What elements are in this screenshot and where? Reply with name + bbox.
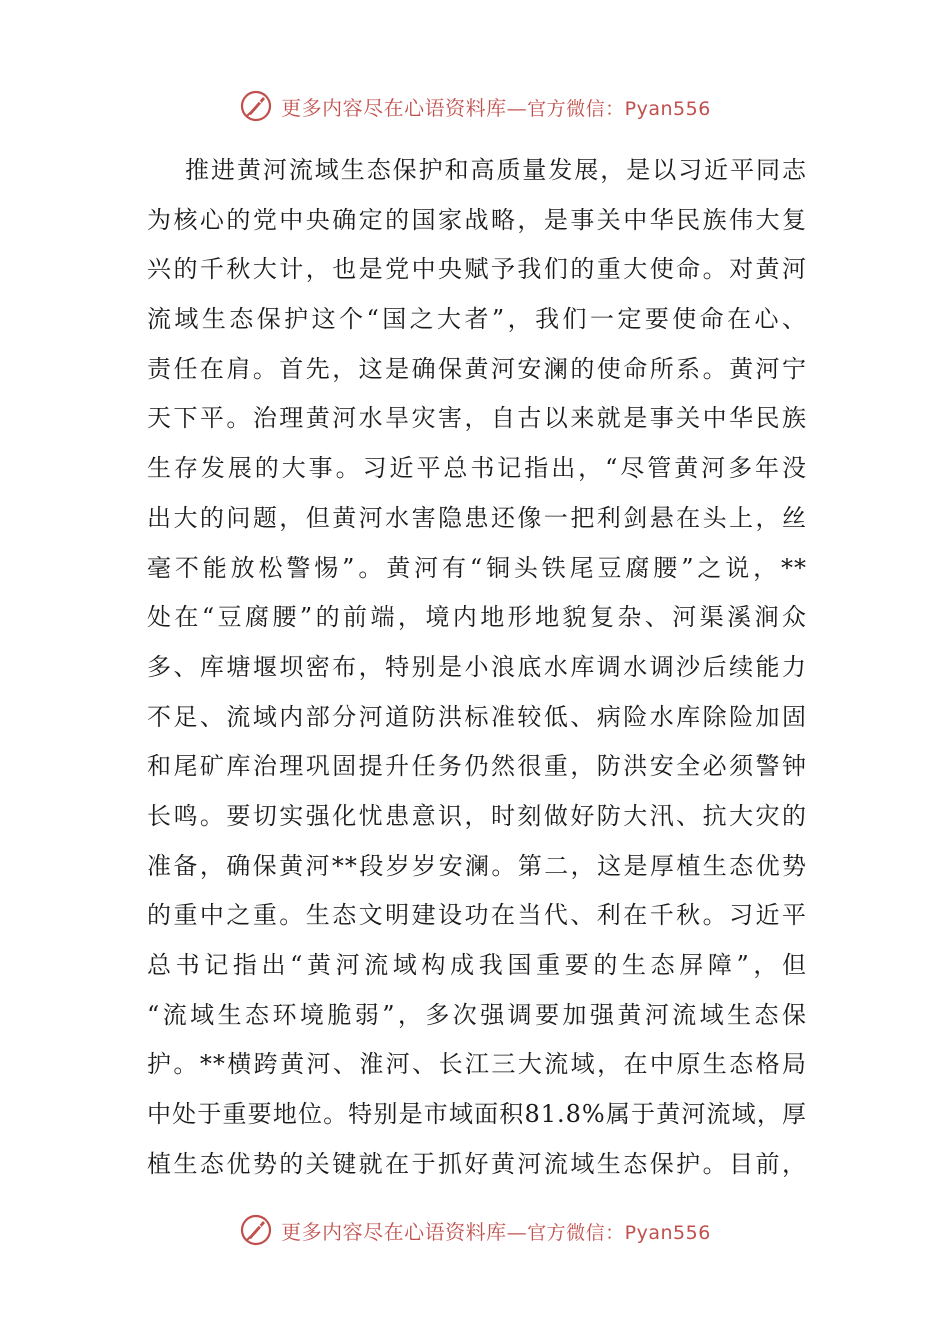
body-line: 处在“豆腐腰”的前端，境内地形地貌复杂、河渠溪涧众	[147, 603, 807, 632]
body-line: 多、库塘堰坝密布，特别是小浪底水库调水调沙后续能力	[147, 652, 807, 681]
body-line: 毫不能放松警惕”。黄河有“铜头铁尾豆腐腰”之说，**	[147, 553, 807, 582]
footer-banner	[0, 1210, 950, 1250]
body-line: 天下平。治理黄河水旱灾害，自古以来就是事关中华民族	[147, 404, 807, 433]
body-line: 的重中之重。生态文明建设功在当代、利在千秋。习近平	[147, 901, 807, 930]
body-line: 推进黄河流域生态保护和高质量发展，是以习近平同志	[185, 156, 807, 184]
footer-banner-text	[281, 1216, 711, 1245]
body-line: “流域生态环境脆弱”，多次强调要加强黄河流域生态保	[147, 1000, 807, 1029]
body-line: 流域生态保护这个“国之大者”，我们一定要使命在心、	[147, 305, 807, 334]
header-banner-wechat: 官方微信：Pyan556	[527, 97, 711, 120]
body-line: 长鸣。要切实强化忧患意识，时刻做好防大汛、抗大灾的	[147, 801, 807, 830]
quill-logo-icon	[239, 89, 273, 123]
body-line: 为核心的党中央确定的国家战略，是事关中华民族伟大复	[147, 205, 807, 234]
body-line: 责任在肩。首先，这是确保黄河安澜的使命所系。黄河宁	[147, 354, 807, 383]
body-line: 不足、流域内部分河道防洪标准较低、病险水库除险加固	[147, 702, 807, 731]
quill-logo-icon	[239, 1213, 273, 1247]
body-line: 出大的问题，但黄河水害隐患还像一把利剑悬在头上，丝	[147, 503, 807, 532]
body-line: 和尾矿库治理巩固提升任务仍然很重，防洪安全必须警钟	[147, 752, 807, 781]
body-line: 准备，确保黄河**段岁岁安澜。第二，这是厚植生态优势	[147, 851, 807, 880]
body-line: 生存发展的大事。习近平总书记指出，“尽管黄河多年没	[147, 454, 807, 483]
body-line: 护。**横跨黄河、淮河、长江三大流域，在中原生态格局	[147, 1050, 807, 1079]
body-text	[147, 146, 807, 1189]
body-line: 中处于重要地位。特别是市域面积81.8%属于黄河流域，厚	[147, 1100, 807, 1129]
header-banner	[0, 86, 950, 126]
footer-banner-prefix: 更多内容尽在心语资料库—	[281, 1219, 528, 1244]
body-line: 植生态优势的关键就在于抓好黄河流域生态保护。目前，	[147, 1149, 807, 1178]
header-banner-prefix: 更多内容尽在心语资料库—	[281, 95, 528, 120]
body-line: 总书记指出“黄河流域构成我国重要的生态屏障”，但	[147, 951, 807, 979]
footer-banner-wechat: 官方微信：Pyan556	[527, 1221, 711, 1244]
body-line: 兴的千秋大计，也是党中央赋予我们的重大使命。对黄河	[147, 255, 807, 284]
header-banner-text	[281, 92, 711, 121]
